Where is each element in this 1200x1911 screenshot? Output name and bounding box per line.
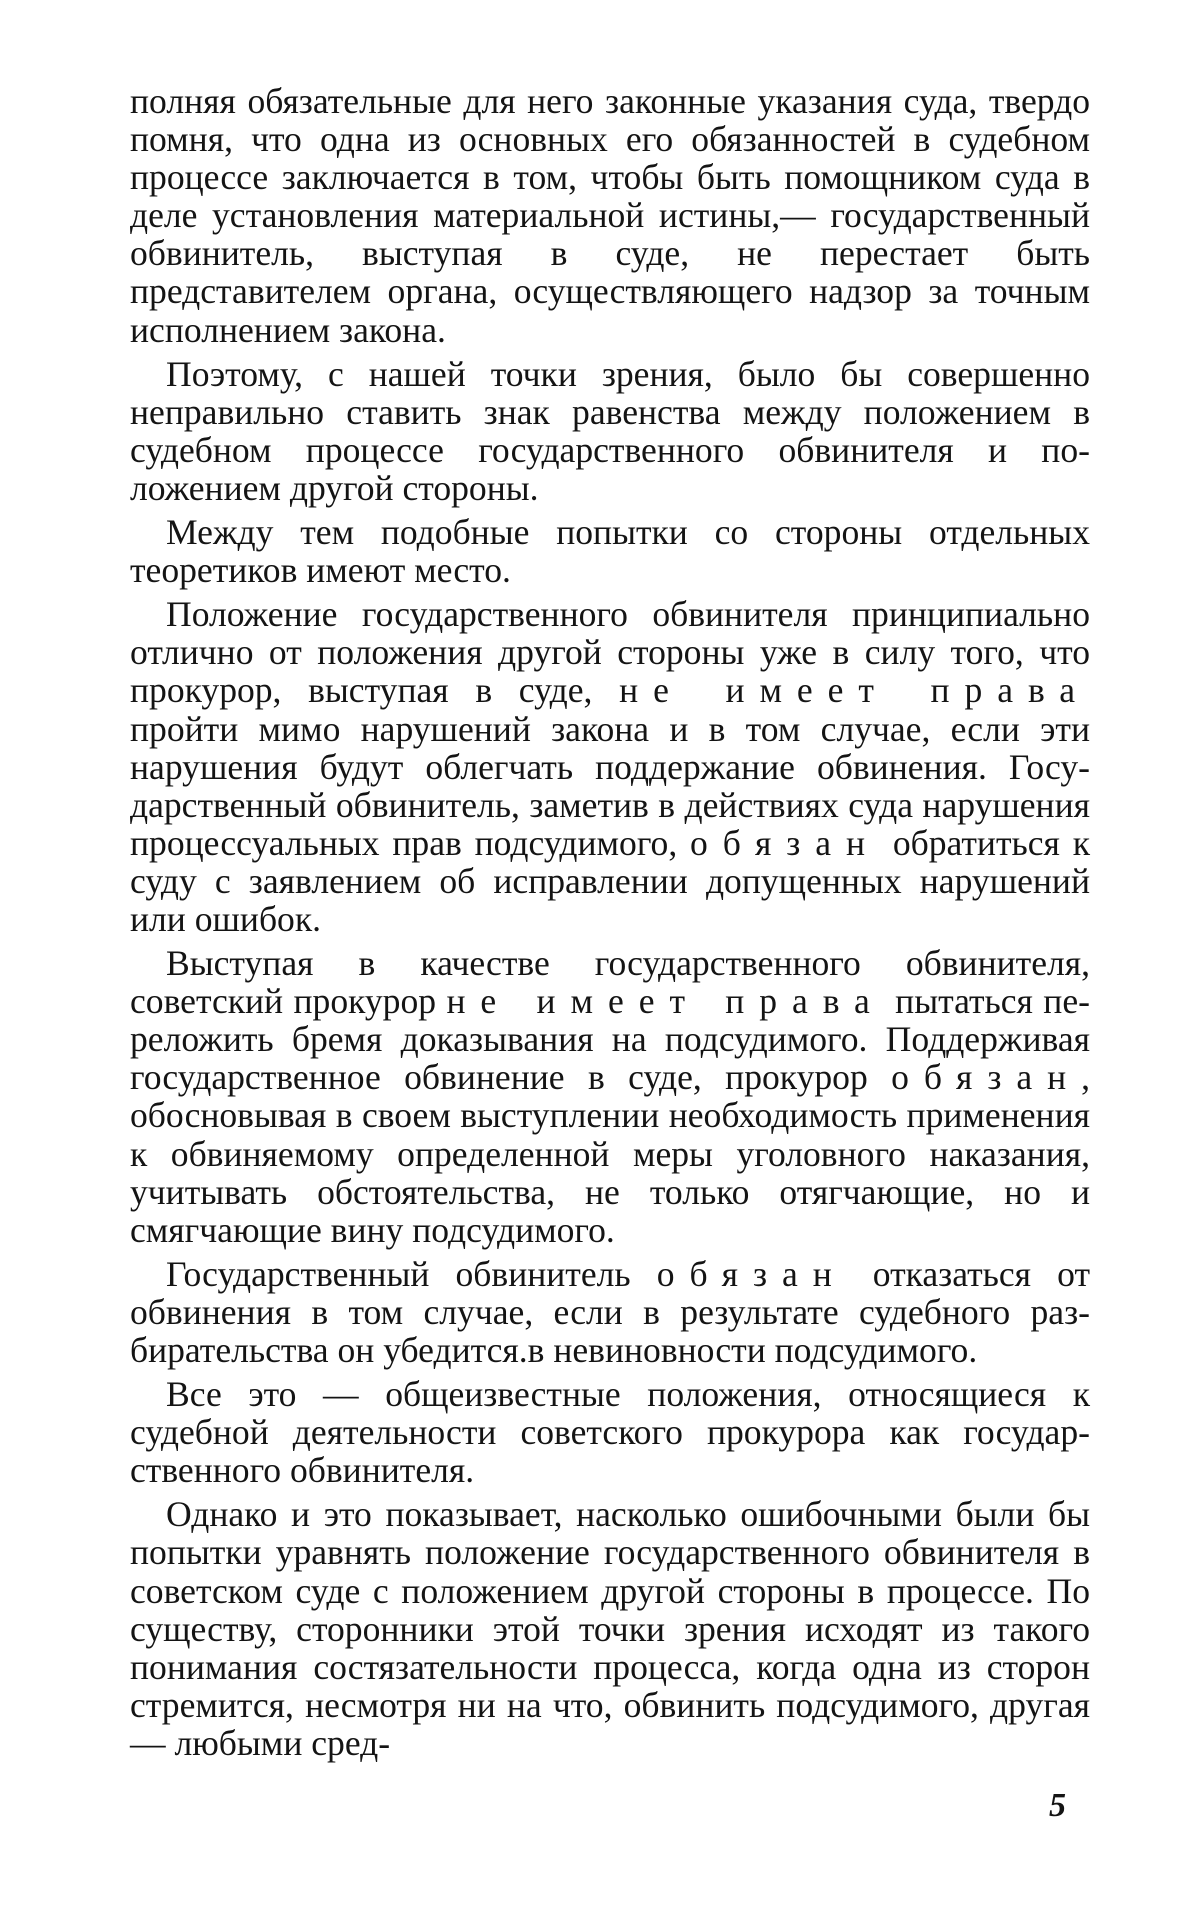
- spaced-emphasis: не имеет права: [619, 670, 1091, 711]
- paragraph-6: [130, 1255, 1090, 1369]
- spaced-emphasis: обязан: [891, 1057, 1082, 1098]
- paragraph-text: Государственный обвинитель: [166, 1253, 657, 1294]
- paragraph-text: обратиться к суду с заявлением об исправлении допущенных нарушений или ошибок.: [130, 822, 1090, 939]
- paragraph-4: [130, 595, 1090, 938]
- paragraph-5: [130, 944, 1090, 1249]
- paragraph-text: Выступая в качестве государственного обвинителя, советский прокурор: [130, 943, 1090, 1022]
- paragraph-text: Между тем подобные попытки со стороны отдельных теоретиков имеют место.: [130, 512, 1090, 591]
- paragraph-text: пройти мимо нарушений закона и в том случае, если эти нарушения будут облегчать поддержание обвинения. Государственный обвинитель, заметив в действиях суда нарушения процессуальных прав подсудимого,: [130, 708, 1090, 863]
- paragraph-text: Однако и это показывает, насколько ошибочными были бы попытки уравнять положение государственного обвинителя в советском суде с положением другой стороны в процессе. По существу, сторонники этой точки зрения исходят из такого понимания состязательности процесса, когда одна из сторон стремится, несмотря ни на что, обвинить подсудимого, другая — любыми сред-: [130, 1494, 1090, 1763]
- paragraph-text: Положение государственного обвинителя принципиально отлично от положения другой стороны уже в силу того, что прокурор, выступая в суде,: [130, 594, 1090, 711]
- page-number: 5: [1049, 1787, 1066, 1824]
- paragraph-text: Все это — общеизвестные положения, относящиеся к судебной деятельности советского прокурора как государственного обвинителя.: [130, 1374, 1090, 1491]
- paragraph-3: [130, 513, 1090, 589]
- paragraph-text: Поэтому, с нашей точки зрения, было бы совершенно неправильно ставить знак равенства между положением в судебном процессе государственного обвинителя и положением другой стороны.: [130, 353, 1090, 508]
- paragraph-text: , обосновывая в своем выступлении необходимость применения к обвиняемому определенной меры уголовного наказания, учитывать обстоятельства, не только отягчающие, но и смягчающие вину подсудимого.: [130, 1057, 1090, 1250]
- paragraph-2: [130, 355, 1090, 507]
- paragraph-1: [130, 82, 1090, 349]
- spaced-emphasis: обязан: [690, 822, 881, 863]
- paragraph-text: отказаться от обвинения в том случае, если в результате судебного разбирательства он убедится.в невиновности подсудимого.: [130, 1253, 1090, 1370]
- paragraph-text: пытаться переложить бремя доказывания на подсудимого. Поддерживая государственное обвинение в суде, прокурор: [130, 981, 1090, 1098]
- paragraph-text: полняя обязательные для него законные указания суда, твердо помня, что одна из основных его обязанностей в судебном процессе заключается в том, чтобы быть помощником суда в деле установления материальной истины,— государственный обвинитель, выступая в суде, не перестает быть представителем органа, осуществляющего надзор за точным исполнением закона.: [130, 81, 1090, 350]
- paragraph-7: [130, 1375, 1090, 1489]
- spaced-emphasis: обязан: [656, 1253, 847, 1294]
- paragraph-8: [130, 1495, 1090, 1762]
- spaced-emphasis: не имеет права: [446, 981, 885, 1022]
- page-body: [130, 82, 1090, 1768]
